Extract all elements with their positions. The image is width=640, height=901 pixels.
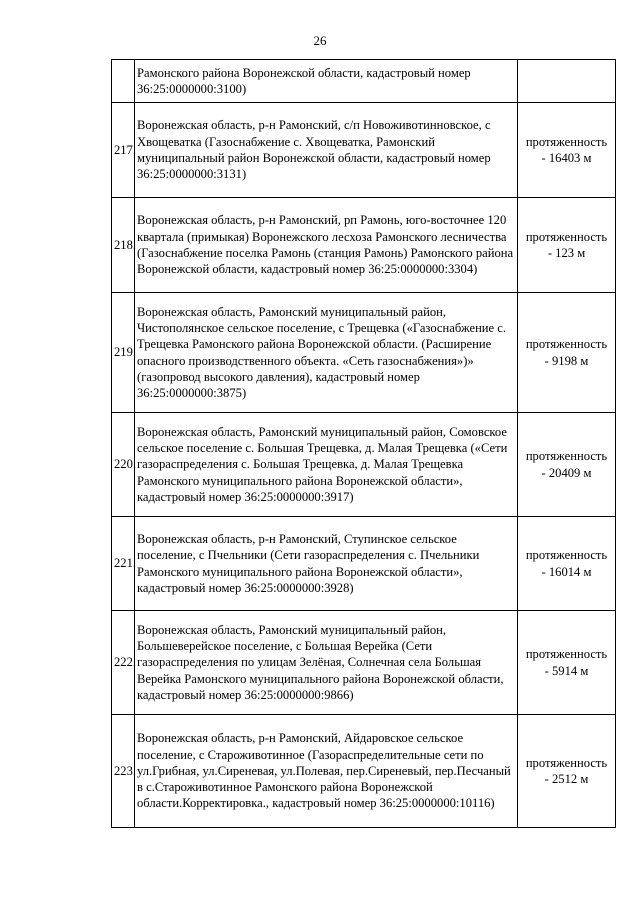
- object-description: Воронежская область, р-н Рамонский, Айдаровское сельское поселение, с Староживотинное (Газораспределительные сети по ул.Грибная, ул.Сиреневая, ул.Полевая, пер.Сиреневый, пер.Песчаный в с.Староживотинное Рамонского района Воронежской области.Корректировка., кадастровый номер 36:25:0000000:10116): [135, 715, 518, 828]
- object-description: Рамонского района Воронежской области, кадастровый номер 36:25:0000000:3100): [135, 60, 518, 103]
- length-label: протяженность: [525, 647, 608, 662]
- object-description: Воронежская область, Рамонский муниципальный район, Большеверейское поселение, с Большая Верейка (Сети газораспределения по улицам Зелёная, Солнечная села Большая Верейка Рамонского муниципального района Воронежской области, кадастровый номер 36:25:0000000:9866): [135, 611, 518, 715]
- length-cell: [518, 517, 616, 611]
- row-number: 220.: [112, 413, 135, 517]
- object-description: Воронежская область, р-н Рамонский, с/п Новоживотинновское, с Хвощеватка (Газоснабжение с. Хвощеватка, Рамонский муниципальный район Воронежской области, кадастровый номер 36:25:0000000:3131): [135, 103, 518, 198]
- row-number: [112, 60, 135, 103]
- table-row: [112, 715, 616, 828]
- length-cell: [518, 715, 616, 828]
- object-description: Воронежская область, Рамонский муниципальный район, Чистополянское сельское поселение, с Трещевка («Газоснабжение с. Трещевка Рамонского района Воронежской области. (Расширение опасного производственного объекта. «Сеть газоснабжения»)» (газопровод высокого давления), кадастровый номер 36:25:0000000:3875): [135, 293, 518, 413]
- length-label: протяженность: [525, 755, 608, 770]
- length-cell: [518, 198, 616, 293]
- length-cell: [518, 611, 616, 715]
- length-value: - 123 м: [547, 246, 586, 260]
- length-value: - 2512 м: [544, 772, 589, 786]
- object-description: Воронежская область, р-н Рамонский, Ступинское сельское поселение, с Пчельники (Сети газораспределения с. Пчельники Рамонского муниципального района Воронежской области», кадастровый номер 36:25:0000000:3928): [135, 517, 518, 611]
- length-label: протяженность: [525, 229, 608, 244]
- object-description: Воронежская область, р-н Рамонский, рп Рамонь, юго-восточнее 120 квартала (примыкая) Воронежского лесхоза Рамонского лесничества (Газоснабжение поселка Рамонь (станция Рамонь) Рамонского района Воронежской области, кадастровый номер 36:25:0000000:3304): [135, 198, 518, 293]
- page-number: 26: [313, 33, 327, 48]
- row-number: 217.: [112, 103, 135, 198]
- length-cell: [518, 293, 616, 413]
- length-label: протяженность: [525, 548, 608, 563]
- length-value: - 16014 м: [541, 564, 592, 579]
- row-number: 219.: [112, 293, 135, 413]
- object-description: Воронежская область, Рамонский муниципальный район, Сомовское сельское поселение с. Большая Трещевка, д. Малая Трещевка («Сети газораспределения с. Большая Трещевка, д. Малая Трещевка Рамонского муниципального района Воронежской области», кадастровый номер 36:25:0000000:3917): [135, 413, 518, 517]
- row-number: 222.: [112, 611, 135, 715]
- table-row: [112, 293, 616, 413]
- length-cell: [518, 60, 616, 103]
- length-value: - 9198 м: [544, 353, 589, 368]
- table-row: [112, 198, 616, 293]
- table-row: [112, 60, 616, 103]
- table-row: [112, 611, 616, 715]
- length-value: - 16403 м: [541, 151, 592, 165]
- table-row: [112, 517, 616, 611]
- table-row: [112, 413, 616, 517]
- registry-table: [111, 59, 616, 828]
- length-cell: [518, 103, 616, 198]
- row-number: 221.: [112, 517, 135, 611]
- length-value: - 5914 м: [544, 663, 589, 678]
- length-label: протяженность: [525, 449, 608, 464]
- row-number: 218.: [112, 198, 135, 293]
- row-number: 223.: [112, 715, 135, 828]
- length-cell: [518, 413, 616, 517]
- table-row: [112, 103, 616, 198]
- length-label: протяженность: [525, 134, 608, 149]
- length-label: протяженность: [525, 337, 608, 352]
- length-value: - 20409 м: [541, 465, 592, 480]
